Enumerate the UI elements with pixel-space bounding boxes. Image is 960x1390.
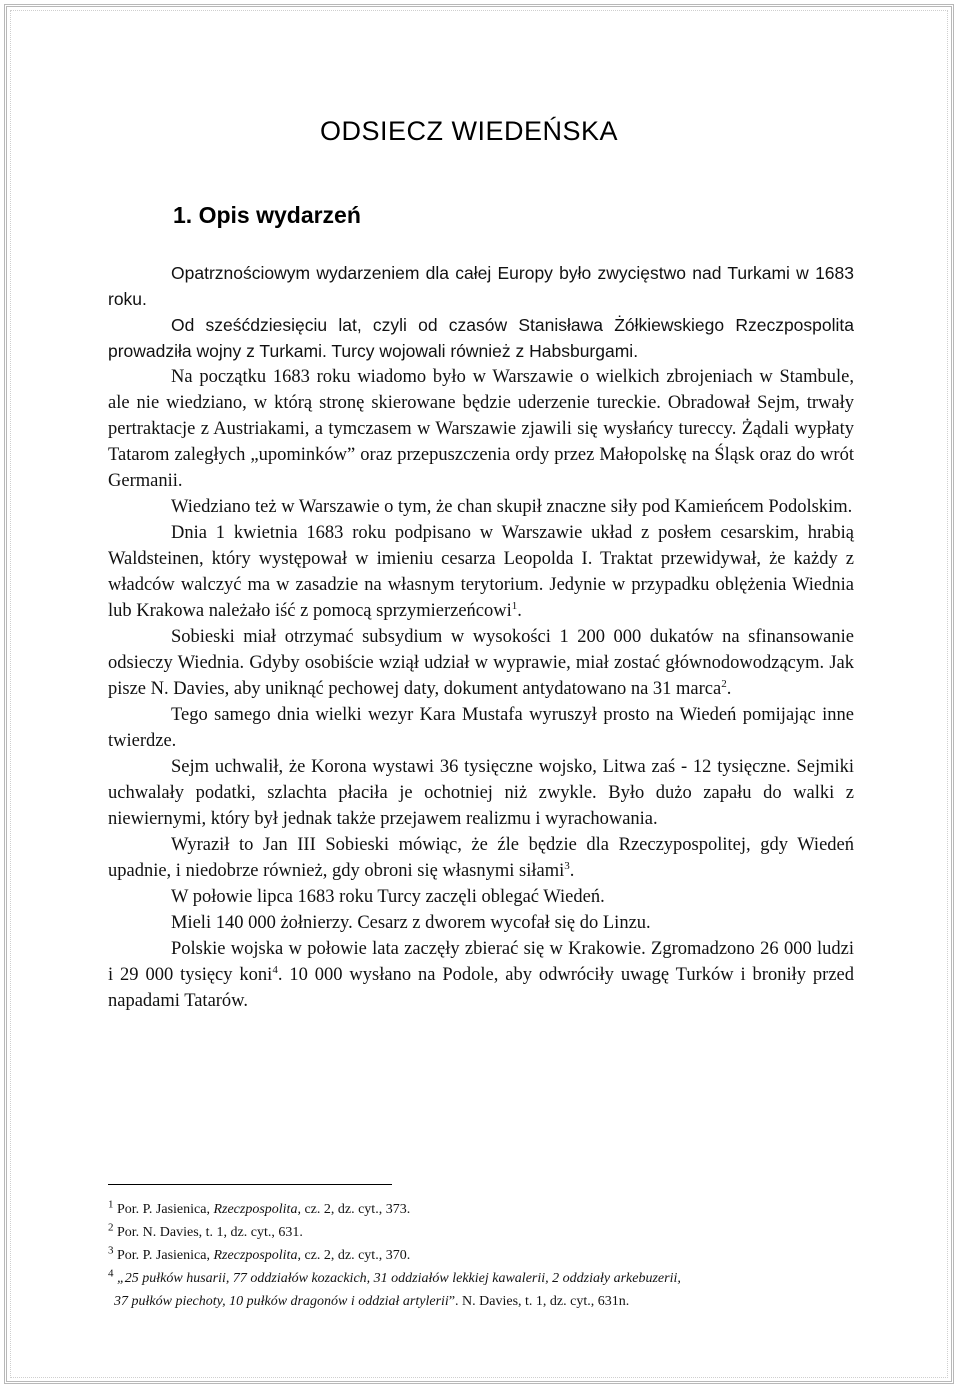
paragraph: Opatrznościowym wydarzeniem dla całej Europy było zwycięstwo nad Turkami w 1683 roku.: [108, 263, 854, 309]
paragraph: Od sześćdziesięciu lat, czyli od czasów Stanisława Żółkiewskiego Rzeczpospolita prowadziła wojny z Turkami. Turcy wojowali również z Habsburgami.: [108, 315, 854, 361]
footnote-separator: [108, 1184, 392, 1185]
paragraph: Wyraził to Jan III Sobieski mówiąc, że źle będzie dla Rzeczypospolitej, gdy Wiedeń upadnie, i niedobrze również, gdy obroni się własnymi siłami$^3$.: [108, 835, 854, 881]
paragraph: Mieli 140 000 żołnierzy. Cesarz z dworem wycofał się do Linzu.: [171, 913, 651, 933]
paragraph: Sobieski miał otrzymać subsydium w wysokości 1 200 000 dukatów na sfinansowanie odsieczy Wiednia. Gdyby osobiście wziął udział w wyprawie, miał zostać głównodowodzącym. Jak pisze N. Davies, aby uniknąć pechowej daty, dokument antydatowano na 31 marca$^2$.: [108, 627, 854, 699]
paragraph: Na początku 1683 roku wiadomo było w Warszawie o wielkich zbrojeniach w Stambule, ale nie wiedziano, w którą stronę skierowane będzie uderzenie tureckie. Obradował Sejm, trwały pertraktacje z Austriakami, a tymczasem w Warszawie zjawili się wysłańcy tureccy. Żądali wypłaty Tatarom zaległych „upominków” oraz przepuszczenia ordy przez Małopolskę na Śląsk oraz do wrót Germanii.: [108, 367, 854, 491]
paragraph: W połowie lipca 1683 roku Turcy zaczęli oblegać Wiedeń.: [171, 887, 605, 907]
footnote-ref: 4: [272, 963, 278, 976]
paragraph: Wiedziano też w Warszawie o tym, że chan skupił znaczne siły pod Kamieńcem Podolskim.: [171, 497, 853, 517]
paragraph: Dnia 1 kwietnia 1683 roku podpisano w Warszawie układ z posłem cesarskim, hrabią Waldsteinen, który występował w imieniu cesarza Leopolda I. Traktat przewidywał, że każdy z władców walczyć ma w zasadzie na własnym terytorium. Jedynie w przypadku oblężenia Wiednia lub Krakowa należało iść z pomocą sprzymierzeńcowi$^1$.: [108, 523, 854, 621]
footnote-ref: 1: [511, 599, 518, 612]
footnote: $^4$ „25 pułków husarii, 77 oddziałów kozackich, 31 oddziałów lekkiej kawalerii, 2 oddziały arkebuzerii,: [108, 1267, 681, 1286]
footnote-continuation: 37 pułków piechoty, 10 pułków dragonów i oddział artylerii”. N. Davies, t. 1, dz. cyt., 631n.: [114, 1294, 630, 1309]
footnote-ref: 2: [721, 677, 727, 690]
document-title: ODSIECZ WIEDEŃSKA: [320, 116, 619, 146]
footnotes: [108, 1198, 854, 1313]
section-heading: 1. Opis wydarzeń: [173, 202, 361, 228]
footnote: $^3$ Por. P. Jasienica, Rzeczpospolita, cz. 2, dz. cyt., 370.: [108, 1244, 411, 1263]
paragraph: Tego samego dnia wielki wezyr Kara Mustafa wyruszył prosto na Wiedeń pomijając inne twierdze.: [108, 705, 854, 751]
paragraph: Polskie wojska w połowie lata zaczęły zbierać się w Krakowie. Zgromadzono 26 000 ludzi i 29 000 tysięcy koni$^4$. 10 000 wysłano na Podole, aby odwróciły uwagę Turków i broniły przed napadami Tatarów.: [108, 939, 854, 1011]
paragraph: Sejm uchwalił, że Korona wystawi 36 tysięczne wojsko, Litwa zaś - 12 tysięczne. Sejmiki uchwalały podatki, szlachta płaciła je ochotniej niż zwykle. Było dużo zapału do walki z niewiernymi, który był jednak także przejawem realizmu i wyrachowania.: [108, 757, 854, 829]
footnote: $^1$ Por. P. Jasienica, Rzeczpospolita, cz. 2, dz. cyt., 373.: [108, 1198, 411, 1217]
footnote-ref: 3: [564, 859, 570, 872]
document-body: [108, 260, 854, 1014]
footnote: $^2$ Por. N. Davies, t. 1, dz. cyt., 631.: [108, 1221, 303, 1240]
